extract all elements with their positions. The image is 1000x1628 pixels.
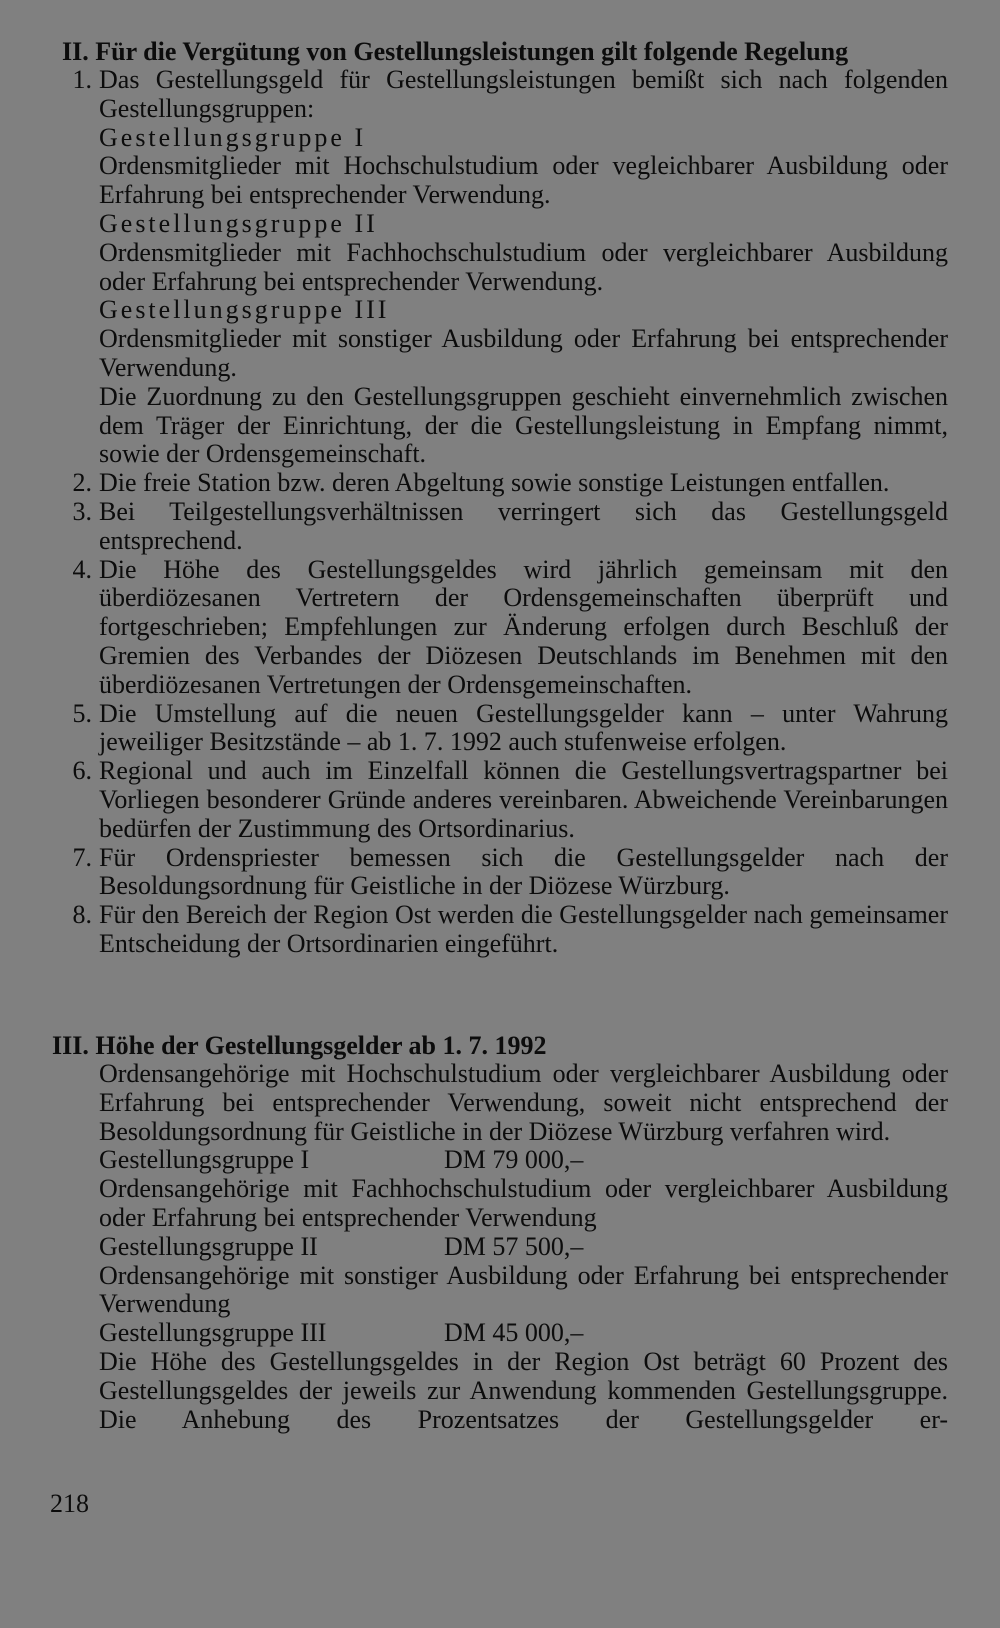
list-item-number: 5. [72,698,92,728]
list-item-text: Für Ordenspriester bemessen sich die Gestellungsgelder nach der Besoldungsordnung für Geistliche in der Diözese Würzburg. [99,842,948,901]
list-item-text: Bei Teilgestellungsverhältnissen verringert sich das Gestellungsgeld entsprechend. [99,496,948,555]
list-item-text: Die Umstellung auf die neuen Gestellungsgelder kann – unter Wahrung jeweiliger Besitzstände – ab 1. 7. 1992 auch stufenweise erfolgen. [99,698,948,757]
list-item-number: 4. [72,554,92,584]
list-item-2 [56,469,948,498]
section-ii-list [56,66,948,959]
section-iii-paragraph-1: Ordensangehörige mit Hochschulstudium oder vergleichbarer Ausbildung oder Erfahrung bei entsprechender Verwendung, soweit nicht entsprechend der Besoldungsordnung für Geistliche in der Diözese Würzburg verfahren wird. [99,1059,948,1146]
page-number: 218 [50,1489,89,1518]
section-iii-paragraph-3: Ordensangehörige mit sonstiger Ausbildung oder Erfahrung bei entsprechender Verwendung [99,1260,948,1319]
section-iii-number: III. [52,1031,89,1060]
group-2-text: Ordensmitglieder mit Fachhochschulstudium oder vergleichbarer Ausbildung oder Erfahrung bei entsprechender Verwendung. [99,237,948,296]
amount-group-label: Gestellungsgruppe III [99,1318,327,1348]
section-iii-paragraph-4: Die Höhe des Gestellungsgeldes in der Region Ost beträgt 60 Prozent des Gestellungsgeldes der jeweils zur Anwendung kommenden Gestellungsgruppe. Die Anhebung des Prozentsatzes der Gestellungsgelder er- [99,1346,948,1434]
group-3-title: Gestellungsgruppe III [99,295,390,325]
section-iii-paragraph-2: Ordensangehörige mit Fachhochschulstudium oder vergleichbarer Ausbildung oder Erfahrung bei entsprechender Verwendung [99,1174,948,1232]
section-ii-heading [62,38,848,66]
list-item-number: 3. [72,496,92,526]
amount-value: DM 57 500,– [444,1231,584,1261]
list-item-number: 2. [72,468,92,498]
amount-row-1 [99,1146,948,1175]
amount-value: DM 45 000,– [444,1318,584,1348]
amount-group-label: Gestellungsgruppe I [99,1145,310,1175]
amount-value: DM 79 000,– [444,1145,584,1175]
list-item-1 [56,66,948,469]
list-item-number: 7. [72,842,92,872]
list-item-3 [56,498,948,556]
section-iii-heading [52,1032,547,1060]
group-1-text: Ordensmitglieder mit Hochschulstudium oder vegleichbarer Ausbildung oder Erfahrung bei entsprechender Verwendung. [99,151,948,210]
amount-row-2 [99,1233,948,1262]
list-item-7 [56,844,948,902]
group-2-title: Gestellungsgruppe II [99,208,378,238]
group-1-title: Gestellungsgruppe I [99,122,367,152]
list-item-text: Für den Bereich der Region Ost werden die Gestellungsgelder nach gemeinsamer Entscheidung der Ortsordinarien eingeführt. [99,900,948,958]
list-item-number: 1. [72,65,92,94]
list-item-6 [56,757,948,843]
list-item-8 [56,901,948,959]
amount-row-3 [99,1319,948,1348]
list-item-4 [56,556,948,700]
item-1-intro: Das Gestellungsgeld für Gestellungsleistungen bemißt sich nach folgenden Gestellungsgruppen: [99,65,948,123]
list-item-5 [56,700,948,758]
list-item-text: Regional und auch im Einzelfall können die Gestellungsvertragspartner bei Vorliegen besonderer Gründe anderes vereinbaren. Abweichende Vereinbarungen bedürfen der Zustimmung des Ortsordinarius. [99,756,948,843]
list-item-text: Die Höhe des Gestellungsgeldes wird jährlich gemeinsam mit den überdiözesanen Vertretern der Ordensgemeinschaften überprüft und fortgeschrieben; Empfehlungen zur Änderung erfolgen durch Beschluß der Gremien des Verbandes der Diözesen Deutschlands im Benehmen mit den überdiözesanen Vertretungen der Ordensgemeinschaften. [99,554,948,699]
list-item-number: 6. [72,756,92,786]
item-1-closing: Die Zuordnung zu den Gestellungsgruppen geschieht einvernehmlich zwischen dem Träger der Einrichtung, der die Gestellungsleistung in Empfang nimmt, sowie der Ordensgemeinschaft. [99,381,948,469]
list-item-text: Die freie Station bzw. deren Abgeltung sowie sonstige Leistungen entfallen. [99,468,890,498]
section-iii-body [99,1060,948,1434]
section-ii-number: II. [62,37,89,66]
amount-group-label: Gestellungsgruppe II [99,1231,318,1261]
list-item-number: 8. [72,900,92,930]
section-iii-title: Höhe der Gestellungsgelder ab 1. 7. 1992 [95,1031,547,1060]
group-3-text: Ordensmitglieder mit sonstiger Ausbildung oder Erfahrung bei entsprechender Verwendung. [99,324,948,382]
section-ii-title: Für die Vergütung von Gestellungsleistungen gilt folgende Regelung [95,37,849,66]
